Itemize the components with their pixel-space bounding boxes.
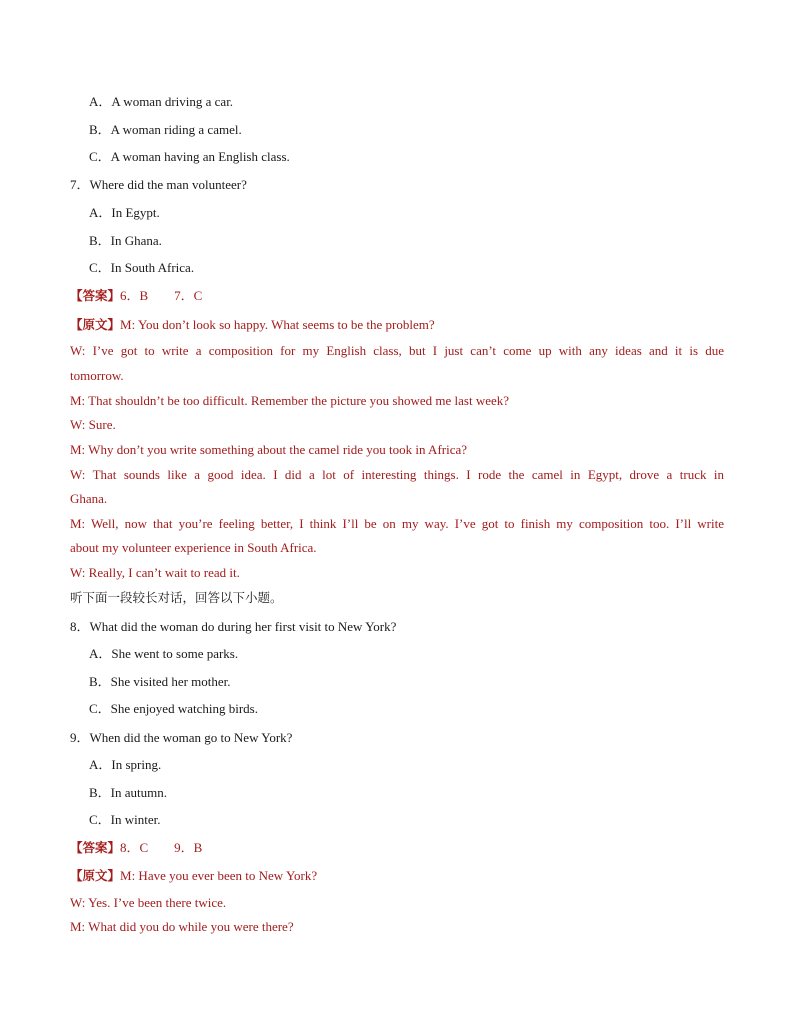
- q9-option-a: A．In spring.: [89, 757, 162, 772]
- transcript-line-9: M: Well, now that you’re feeling better, I think I’ll be on my way. I’ve got to finish my composition too. I’ll write: [70, 516, 724, 531]
- q8-option-b: B．She visited her mother.: [89, 674, 231, 689]
- transcript-line-1: [70, 316, 724, 333]
- q7-option-c: C．In South Africa.: [89, 260, 195, 275]
- transcript-line-13: W: Yes. I’ve been there twice.: [70, 895, 227, 910]
- q8-option-c: C．She enjoyed watching birds.: [89, 701, 258, 716]
- answer-tag: 【答案】: [70, 288, 121, 303]
- q9-option-b: B．In autumn.: [89, 785, 167, 800]
- transcript-line-14: M: What did you do while you were there?: [70, 919, 294, 934]
- transcript-line-4: M: That shouldn’t be too difficult. Remember the picture you showed me last week?: [70, 393, 510, 408]
- transcript-line-2: W: I’ve got to write a composition for my English class, but I just can’t come up with any ideas and it is due: [70, 343, 724, 358]
- transcript-line-12: [70, 867, 724, 884]
- transcript-text: M: Have you ever been to New York?: [120, 868, 318, 883]
- transcript-line-11: W: Really, I can’t wait to read it.: [70, 565, 240, 580]
- q8-question: 8．What did the woman do during her first visit to New York?: [70, 619, 397, 634]
- q7-question: 7．Where did the man volunteer?: [70, 177, 247, 192]
- q6-option-c: C．A woman having an English class.: [89, 149, 290, 164]
- transcript-line-5: W: Sure.: [70, 417, 116, 432]
- answer-line-1: [70, 287, 724, 304]
- q7-option-b: B．In Ghana.: [89, 233, 162, 248]
- transcript-tag: 【原文】: [70, 317, 121, 332]
- transcript-tag: 【原文】: [70, 868, 121, 883]
- q6-option-b: B．A woman riding a camel.: [89, 122, 242, 137]
- transcript-text: M: You don’t look so happy. What seems to be the problem?: [120, 317, 435, 332]
- transcript-line-8: Ghana.: [70, 491, 108, 506]
- answer-values: 8．C 9．B: [120, 840, 203, 855]
- transcript-line-3: tomorrow.: [70, 368, 124, 383]
- q9-option-c: C．In winter.: [89, 812, 161, 827]
- q9-question: 9．When did the woman go to New York?: [70, 730, 293, 745]
- q7-option-a: A．In Egypt.: [89, 205, 160, 220]
- transcript-line-7: W: That sounds like a good idea. I did a lot of interesting things. I rode the camel in Egypt, drove a truck in: [70, 467, 724, 482]
- transcript-line-6: M: Why don’t you write something about the camel ride you took in Africa?: [70, 442, 468, 457]
- answer-values: 6．B 7．C: [120, 288, 203, 303]
- q8-option-a: A．She went to some parks.: [89, 646, 239, 661]
- answer-line-2: [70, 839, 724, 856]
- answer-tag: 【答案】: [70, 840, 121, 855]
- section-instruction: 听下面一段较长对话，回答以下小题。: [70, 590, 283, 605]
- q6-option-a: A．A woman driving a car.: [89, 94, 234, 109]
- transcript-line-10: about my volunteer experience in South Africa.: [70, 540, 317, 555]
